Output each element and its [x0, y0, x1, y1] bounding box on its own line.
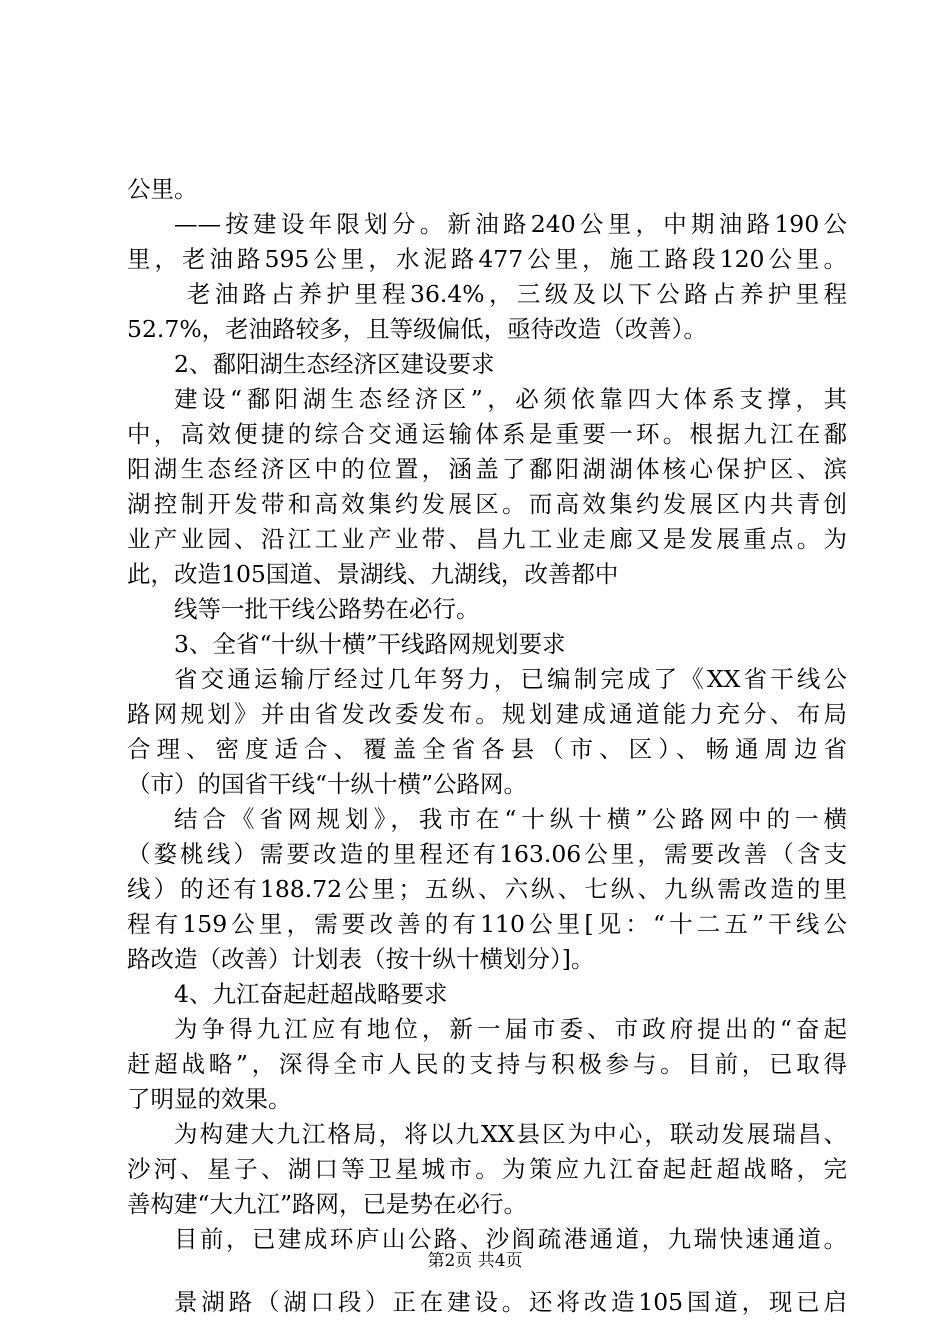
text-line: 线等一批干线公路势在必行。: [174, 595, 480, 623]
text-line: 为争得九江应有地位，新一届市委、市政府提出的“奋起: [174, 1015, 847, 1043]
section-heading: 4、九江奋起赶超战略要求: [174, 980, 448, 1008]
text-line: 路改造（改善）计划表（按十纵十横划分）]。: [127, 945, 595, 973]
text-line: （婺桃线）需要改造的里程还有163.06公里，需要改善（含支: [127, 840, 847, 868]
section-heading: 2、鄱阳湖生态经济区建设要求: [174, 350, 495, 378]
text-line: 沙河、星子、湖口等卫星城市。为策应九江奋起赶超战略，完: [127, 1155, 847, 1183]
text-line: 合理、密度适合、覆盖全省各县（市、区）、畅通周边省: [127, 735, 847, 763]
text-line: 景湖路（湖口段）正在建设。还将改造105国道，现已启: [174, 1288, 847, 1316]
page-footer: 第2页 共4页: [427, 1251, 523, 1271]
text-line: 湖控制开发带和高效集约发展区。而高效集约发展区内共青创: [127, 490, 847, 518]
text-line: 此，改造105国道、景湖线、九湖线，改善都中: [127, 560, 619, 588]
text-line: 善构建“大九江”路网，已是势在必行。: [127, 1190, 528, 1218]
text-line: ——按建设年限划分。新油路240公里，中期油路190公: [174, 210, 847, 238]
text-line: 结合《省网规划》，我市在“十纵十横”公路网中的一横: [174, 805, 847, 833]
text-line: （市）的国省干线“十纵十横”公路网。: [127, 770, 528, 798]
body-text: [127, 172, 847, 1320]
text-line: 路网规划》并由省发改委发布。规划建成通道能力充分、布局: [127, 700, 847, 728]
text-line: 阳湖生态经济区中的位置，涵盖了鄱阳湖湖体核心保护区、滨: [127, 455, 847, 483]
text-line: 建设“鄱阳湖生态经济区”，必须依靠四大体系支撑，其: [174, 385, 847, 413]
text-line: 赶超战略”，深得全市人民的支持与积极参与。目前，已取得: [127, 1050, 847, 1078]
section-heading: 3、全省“十纵十横”干线路网规划要求: [174, 630, 566, 658]
text-line: 为构建大九江格局，将以九XX县区为中心，联动发展瑞昌、: [174, 1120, 847, 1148]
text-line: 52.7%，老油路较多，且等级偏低，亟待改造（改善）。: [127, 315, 707, 343]
text-line: 里，老油路595公里，水泥路477公里，施工路段120公里。: [127, 245, 847, 273]
text-line: 公里。: [127, 175, 198, 203]
text-line: 线）的还有188.72公里；五纵、六纵、七纵、九纵需改造的里: [127, 875, 847, 903]
text-line: 省交通运输厅经过几年努力，已编制完成了《XX省干线公: [174, 665, 847, 693]
text-line: 程有159公里，需要改善的有110公里[见：“十二五”干线公: [127, 910, 847, 938]
text-line: 中，高效便捷的综合交通运输体系是重要一环。根据九江在鄱: [127, 420, 847, 448]
text-line: 目前，已建成环庐山公路、沙阎疏港通道，九瑞快速通道。: [174, 1225, 847, 1253]
text-line: 老油路占养护里程36.4%，三级及以下公路占养护里程: [187, 280, 847, 308]
text-line: 业产业园、沿江工业产业带、昌九工业走廊又是发展重点。为: [127, 525, 847, 553]
text-line: 了明显的效果。: [127, 1085, 292, 1113]
